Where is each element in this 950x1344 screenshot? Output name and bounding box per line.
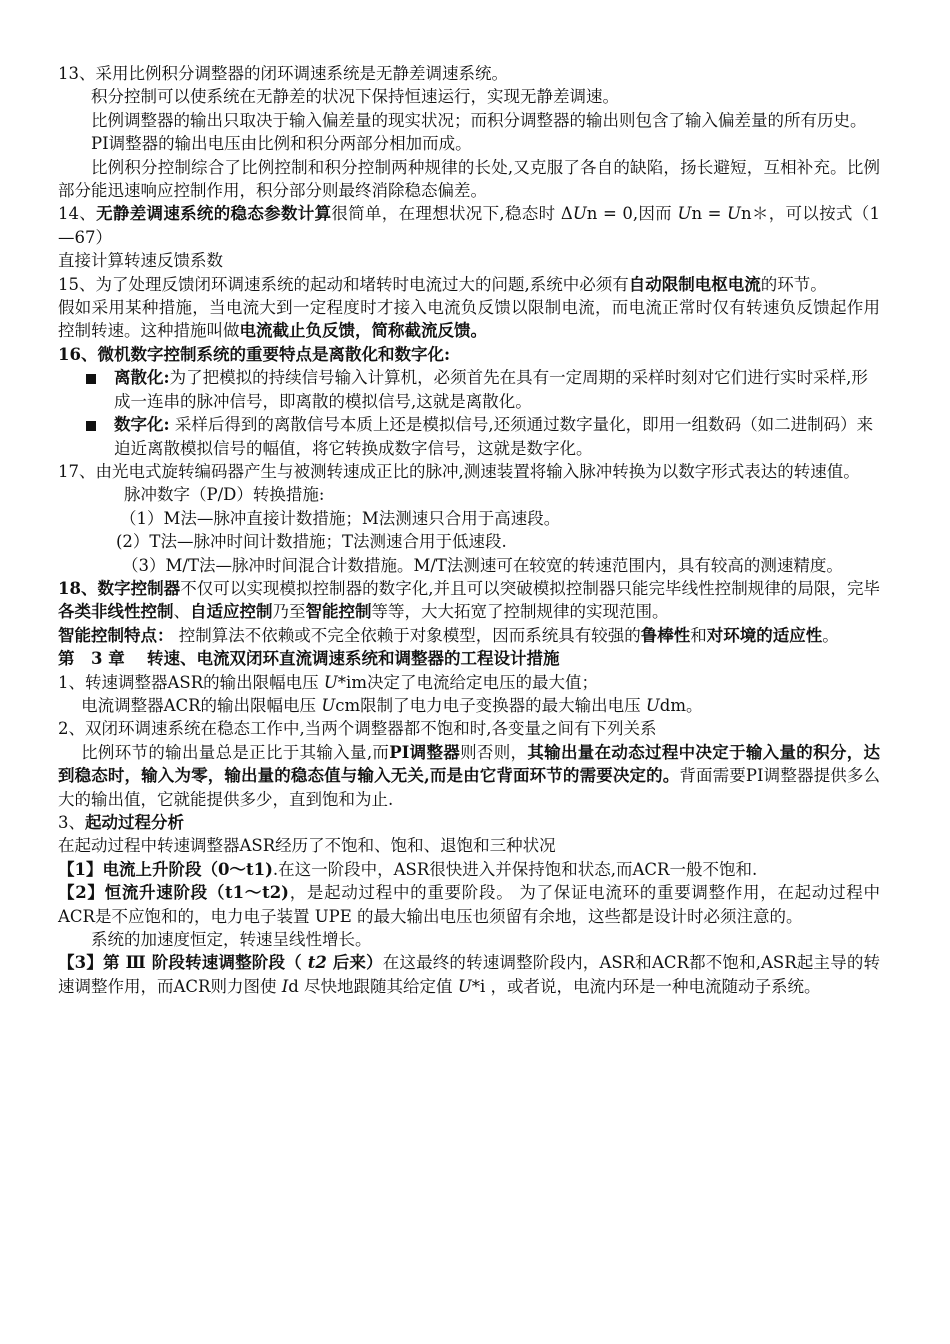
text: .在这一阶段中，ASR很快进入并保持饱和状态,而ACR一般不饱和. (272, 859, 758, 879)
symbol: U (645, 695, 660, 715)
bold-text: 各类非线性控制 (58, 602, 174, 622)
para-17-b (58, 483, 880, 506)
text: 比例调整器的输出只取决于输入偏差量的现实状况；而积分调整器的输出则包含了输入偏差量的所有历史。 (91, 110, 867, 130)
text: （1）M法—脉冲直接计数措施；M法测速只合用于高速段。 (120, 508, 561, 528)
square-bullet-icon (86, 374, 96, 384)
para-c3-stage1 (58, 858, 880, 881)
bold-text: 第 Ⅲ 阶段转速调整阶段 (103, 953, 286, 973)
para-13-d (58, 132, 880, 155)
bold-text: （ (285, 953, 302, 973)
para-17-c (58, 507, 880, 530)
text: 脉冲数字（P/D）转换措施: (124, 485, 325, 505)
text: 1、转速调整器ASR的输出限幅电压 (58, 672, 324, 692)
bullet-item (58, 413, 880, 460)
para-c1-b (58, 694, 880, 717)
bold-text: 智能控制 (305, 602, 372, 622)
para-18 (58, 577, 880, 624)
para-13-e (58, 156, 880, 203)
bold-text: 恒流升速阶段（t1～t2) (104, 883, 289, 903)
bold-text: PI调整器 (389, 742, 461, 762)
para-13-c (58, 109, 880, 132)
text: ，或者说，电流内环是一种电流随动子系统。 (485, 976, 821, 996)
text: 比例积分控制综合了比例控制和积分控制两种规律的长处,又克服了各自的缺陷，扬长避短，互相补充。比例部分能迅速响应控制作用，积分部分则最终消除稳态偏差。 (58, 157, 880, 201)
text: 乃至 (272, 602, 306, 622)
symbol: U (727, 204, 741, 224)
para-16-heading (58, 343, 880, 366)
symbol: U (323, 672, 338, 692)
para-13-heading (58, 62, 880, 85)
text: 3、 (58, 813, 85, 832)
bold-symbol: t2 (301, 953, 333, 973)
para-15-b (58, 296, 880, 343)
text: 13、采用比例积分调整器的闭环调速系统是无静差调速系统。 (58, 64, 508, 83)
para-14-b (58, 249, 880, 272)
para-17-d (58, 530, 880, 553)
para-c2-b (58, 741, 880, 811)
text: 14、 (58, 204, 97, 224)
bold-text: 【1】 (58, 859, 103, 879)
bold-text: 后来） (332, 953, 383, 973)
para-15-a (58, 273, 880, 296)
para-17-a (58, 460, 880, 483)
text: 17、由光电式旋转编码器产生与被测转速成正比的脉冲,测速装置将输入脉冲转换为以数字形式表达的转速值。 (58, 461, 860, 481)
text: 积分控制可以使系统在无静差的状况下保持恒速运行，实现无静差调速。 (91, 87, 619, 107)
symbol-sub: n (586, 204, 598, 224)
text: cm限制了电力电子变换器的最大输出电压 (335, 695, 646, 715)
bold-text: 对环境的适应性 (706, 625, 823, 645)
bold-text: 起动过程分析 (85, 813, 184, 832)
text: 尽快地跟随其给定值 (298, 976, 458, 996)
text: 、 (173, 602, 190, 622)
text: （3）M/T法—脉冲时间混合计数措施。M/T法测速可在较宽的转速范围内，具有较高的测速精度。 (122, 555, 843, 575)
bold-text: 18、数字控制器 (58, 578, 181, 598)
bold-text: 【2】 (58, 883, 105, 903)
text: (2）T法—脉冲时间计数措施；T法测速合用于低速段. (116, 532, 507, 552)
bullet-label: 离散化: (114, 368, 170, 388)
bold-text: 【3】 (58, 953, 103, 973)
symbol-sub: n＊ (740, 204, 769, 224)
text: PI调整器的输出电压由比例和积分两部分相加而成。 (91, 134, 472, 154)
text: *im决定了电流给定电压的最大值； (337, 672, 598, 692)
bullet-text: 采样后得到的离散信号本质上还是模拟信号,还须通过数字量化，即用一组数码（如二进制码）来迫近离散模拟信号的幅值，将它转换成数字信号，这就是数字化。 (114, 415, 874, 458)
text: 第 3 章 转速、电流双闭环直流调速系统和调整器的工程设计措施 (58, 649, 560, 669)
text: 比例环节的输出量总是正比于其输入量,而 (81, 742, 390, 762)
text: 2、双闭环调速系统在稳态工作中,当两个调整器都不饱和时,各变量之间有下列关系 (58, 719, 657, 739)
symbol-sub: d (288, 976, 299, 996)
bold-text: 自动限制电枢电流 (628, 274, 761, 294)
text: 很简单，在理想状况下,稳态时 Δ (331, 204, 573, 224)
text: 系统的加速度恒定，转速呈线性增长。 (91, 930, 372, 950)
text: 在这最终的转速调整阶段内，ASR和ACR都不饱和,ASR起主导的转速调整作用，而ACR则力图使 (58, 953, 880, 996)
symbol-sub: n (691, 204, 703, 224)
para-intelligent-control (58, 624, 880, 647)
square-bullet-icon (86, 421, 96, 431)
para-c1-a (58, 671, 880, 694)
bold-text: 鲁棒性 (640, 625, 691, 645)
para-c2-a (58, 717, 880, 740)
para-c3-b (58, 834, 880, 857)
text: 电流调整器ACR的输出限幅电压 (81, 695, 322, 715)
text: dm。 (659, 695, 703, 715)
text: ，是起动过程中的重要阶段。 为了保证电流环的重要调整作用，在起动过程中 ACR是不应饱和的，电力电子装置 UPE 的最大输出电压也须留有余地，这些都是设计时必须注意的。 (58, 883, 881, 926)
bullet-text: 为了把模拟的持续信号输入计算机，必须首先在具有一定周期的采样时刻对它们进行实时采样,形成一连串的脉冲信号，即离散的模拟信号,这就是离散化。 (114, 368, 868, 411)
bold-text: 电流截止负反馈，简称截流反馈。 (239, 321, 487, 341)
text: 。 (822, 625, 839, 645)
symbol: U (457, 976, 472, 996)
text: 控制算法不依赖或不完全依赖于对象模型，因而系统具有较强的 (173, 625, 641, 645)
text: 16、微机数字控制系统的重要特点是离散化和数字化: (58, 344, 451, 364)
bullet-label: 数字化: (114, 415, 170, 435)
para-c3-e (58, 928, 880, 951)
bold-text: 无静差调速系统的稳态参数计算 (96, 204, 332, 224)
para-c3-heading (58, 811, 880, 834)
chapter-3-title (58, 647, 880, 670)
symbol-sub: *i (471, 976, 486, 996)
bold-text: 自适应控制 (190, 602, 273, 622)
symbol: U (572, 204, 587, 224)
text: ，可以按式（1—67） (58, 204, 881, 247)
bold-text: 其输出量在动态过程中决定于输入量的积分，达到稳态时，输入为零，输出量的稳态值与输入无关,而是由它背面环节的需要决定的。 (58, 742, 881, 786)
para-c3-stage2 (58, 881, 880, 928)
text: 则否则， (460, 742, 528, 762)
bullet-item (58, 366, 880, 413)
text: 假如采用某种措施，当电流大到一定程度时才接入电流负反馈以限制电流，而电流正常时仅有转速负反馈起作用控制转速。这种措施叫做 (58, 298, 880, 341)
symbol: U (321, 695, 336, 715)
text: 背面需要PI调整器提供多么大的输出值，它就能提供多少，直到饱和为止. (58, 766, 880, 809)
text: 等等，大大拓宽了控制规律的实现范围。 (371, 602, 669, 622)
text: 直接计算转速反馈系数 (58, 251, 223, 271)
para-17-e (58, 554, 880, 577)
text: = 0,因而 (597, 204, 678, 224)
bold-text: 电流上升阶段（0～t1) (102, 859, 273, 879)
document-body (58, 62, 880, 998)
para-c3-stage3 (58, 951, 880, 998)
symbol: U (677, 204, 692, 224)
text: 不仅可以实现模拟控制器的数字化,并且可以突破模拟控制器只能完毕线性控制规律的局限，完毕 (180, 578, 880, 598)
bold-text: 智能控制特点： (58, 625, 174, 645)
text: 的环节。 (760, 274, 827, 294)
text: 和 (690, 625, 707, 645)
symbol: I (281, 976, 289, 996)
para-13-b (58, 85, 880, 108)
para-14 (58, 202, 880, 249)
text: = (702, 204, 728, 224)
text: 在起动过程中转速调整器ASR经历了不饱和、饱和、退饱和三种状况 (58, 836, 556, 856)
text: 15、为了处理反馈闭环调速系统的起动和堵转时电流过大的问题,系统中必须有 (58, 274, 629, 294)
